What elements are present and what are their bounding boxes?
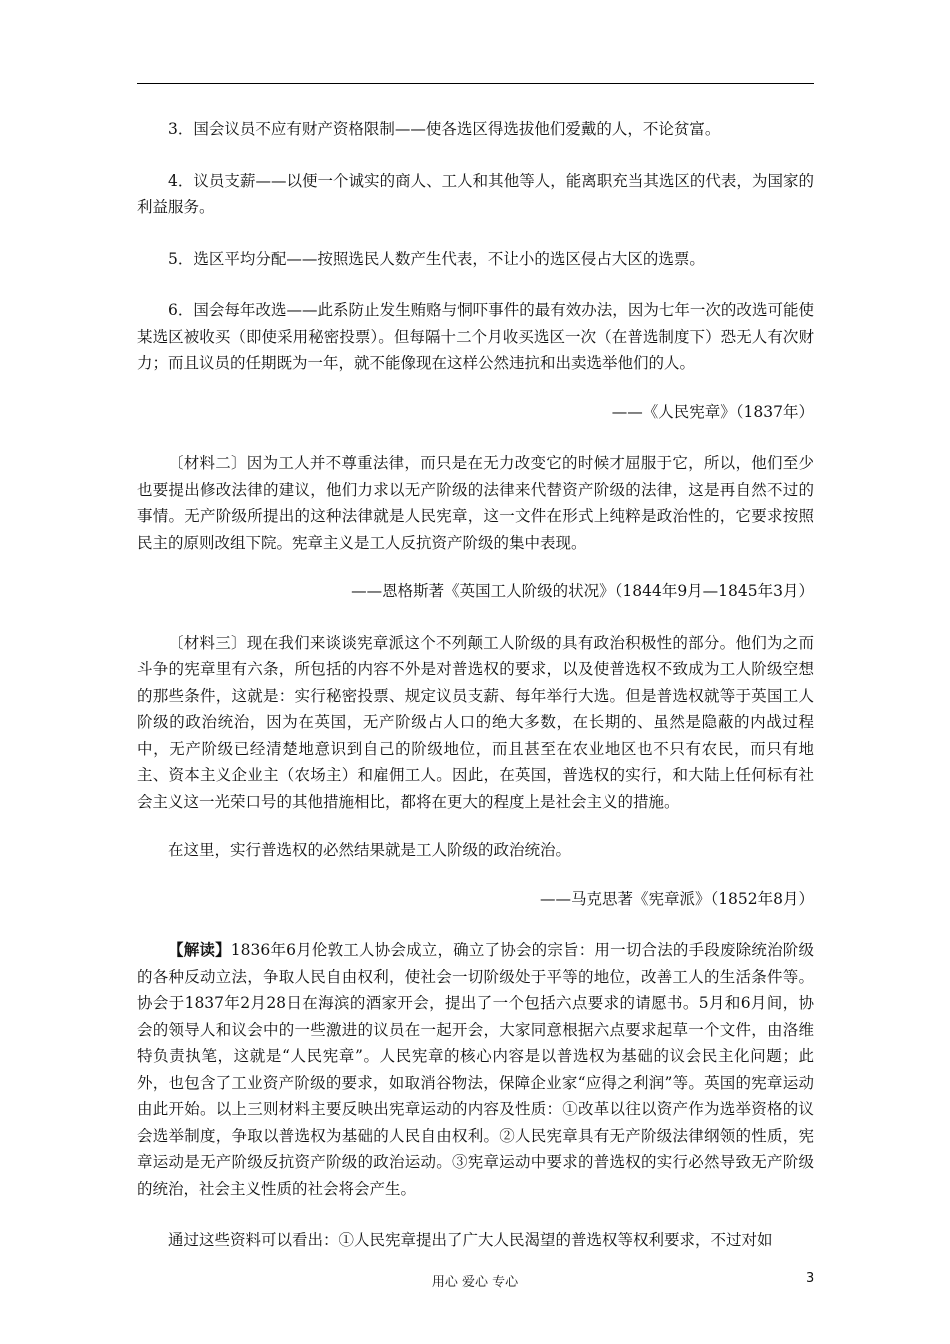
document-body <box>137 116 814 1254</box>
interpretation-text: 1836年6月伦敦工人协会成立，确立了协会的宗旨：用一切合法的手段废除统治阶级的各种反动立法，争取人民自由权利，使社会一切阶级处于平等的地位，改善工人的生活条件等。协会于1837年2月28日在海滨的酒家开会，提出了一个包括六点要求的请愿书。5月和6月间，协会的领导人和议会中的一些激进的议员在一起开会，大家同意根据六点要求起草一个文件，由洛维特负责执笔，这就是“人民宪章”。人民宪章的核心内容是以普选权为基础的议会民主化问题；此外，也包含了工业资产阶级的要求，如取消谷物法，保障企业家“应得之利润”等。英国的宪章运动由此开始。以上三则材料主要反映出宪章运动的内容及性质：①改革以往以资产作为选举资格的议会选举制度，争取以普选权为基础的人民自由权利。②人民宪章具有无产阶级法律纲领的性质，宪章运动是无产阶级反抗资产阶级的政治运动。③宪章运动中要求的普选权的实行必然导致无产阶级的统治，社会主义性质的社会将会产生。 <box>137 941 814 1198</box>
material-2: 〔材料二〕因为工人并不尊重法律，而只是在无力改变它的时候才屈服于它，所以，他们至少也要提出修改法律的建议，他们力求以无产阶级的法律来代替资产阶级的法律，这是再自然不过的事情。无产阶级所提出的这种法律就是人民宪章，这一文件在形式上纯粹是政治性的，它要求按照民主的原则改组下院。宪章主义是工人反抗资产阶级的集中表现。 <box>137 454 814 552</box>
charter-item-3: 3．国会议员不应有财产资格限制——使各选区得选拔他们爱戴的人，不论贫富。 <box>168 120 721 138</box>
footer-slogan: 用心 爱心 专心 <box>431 1275 519 1290</box>
interpretation-label: 【解读】 <box>168 940 231 959</box>
material-3: 〔材料三〕现在我们来谈谈宪章派这个不列颠工人阶级的具有政治积极性的部分。他们为之而斗争的宪章里有六条，所包括的内容不外是对普选权的要求，以及使普选权不致成为工人阶级空想的那些条件，这就是：实行秘密投票、规定议员支薪、每年举行大选。但是普选权就等于英国工人阶级的政治统治，因为在英国，无产阶级占人口的绝大多数，在长期的、虽然是隐蔽的内战过程中，无产阶级已经清楚地意识到自己的阶级地位，而且甚至在农业地区也不只有农民，而只有地主、资本主义企业主（农场主）和雇佣工人。因此，在英国，普选权的实行，和大陆上任何标有社会主义这一光荣口号的其他措施相比，都将在更大的程度上是社会主义的措施。 <box>137 633 814 811</box>
charter-item-6: 6．国会每年改选——此系防止发生贿赂与恫吓事件的最有效办法，因为七年一次的改选可能使某选区被收买（即使采用秘密投票）。但每隔十二个月收买选区一次（在普选制度下）恐无人有次财力；而且议员的任期既为一年，就不能像现在这样公然违抗和出卖选举他们的人。 <box>137 301 814 372</box>
source-citation-1: ——《人民宪章》（1837年） <box>611 402 814 421</box>
source-citation-2: ——恩格斯著《英国工人阶级的状况》（1844年9月—1845年3月） <box>351 582 814 600</box>
source-citation-3: ——马克思著《宪章派》（1852年8月） <box>539 889 814 908</box>
header-rule <box>137 83 814 84</box>
conclusion-paragraph: 通过这些资料可以看出：①人民宪章提出了广大人民渴望的普选权等权利要求，不过对如 <box>168 1231 773 1249</box>
charter-item-5: 5．选区平均分配——按照选民人数产生代表，不让小的选区侵占大区的选票。 <box>168 249 705 268</box>
material-3-continuation: 在这里，实行普选权的必然结果就是工人阶级的政治统治。 <box>168 841 572 859</box>
page-number: 3 <box>806 1271 815 1286</box>
charter-item-4: 4．议员支薪——以便一个诚实的商人、工人和其他等人，能离职充当其选区的代表，为国家的利益服务。 <box>137 171 814 216</box>
interpretation-paragraph <box>137 937 814 1202</box>
